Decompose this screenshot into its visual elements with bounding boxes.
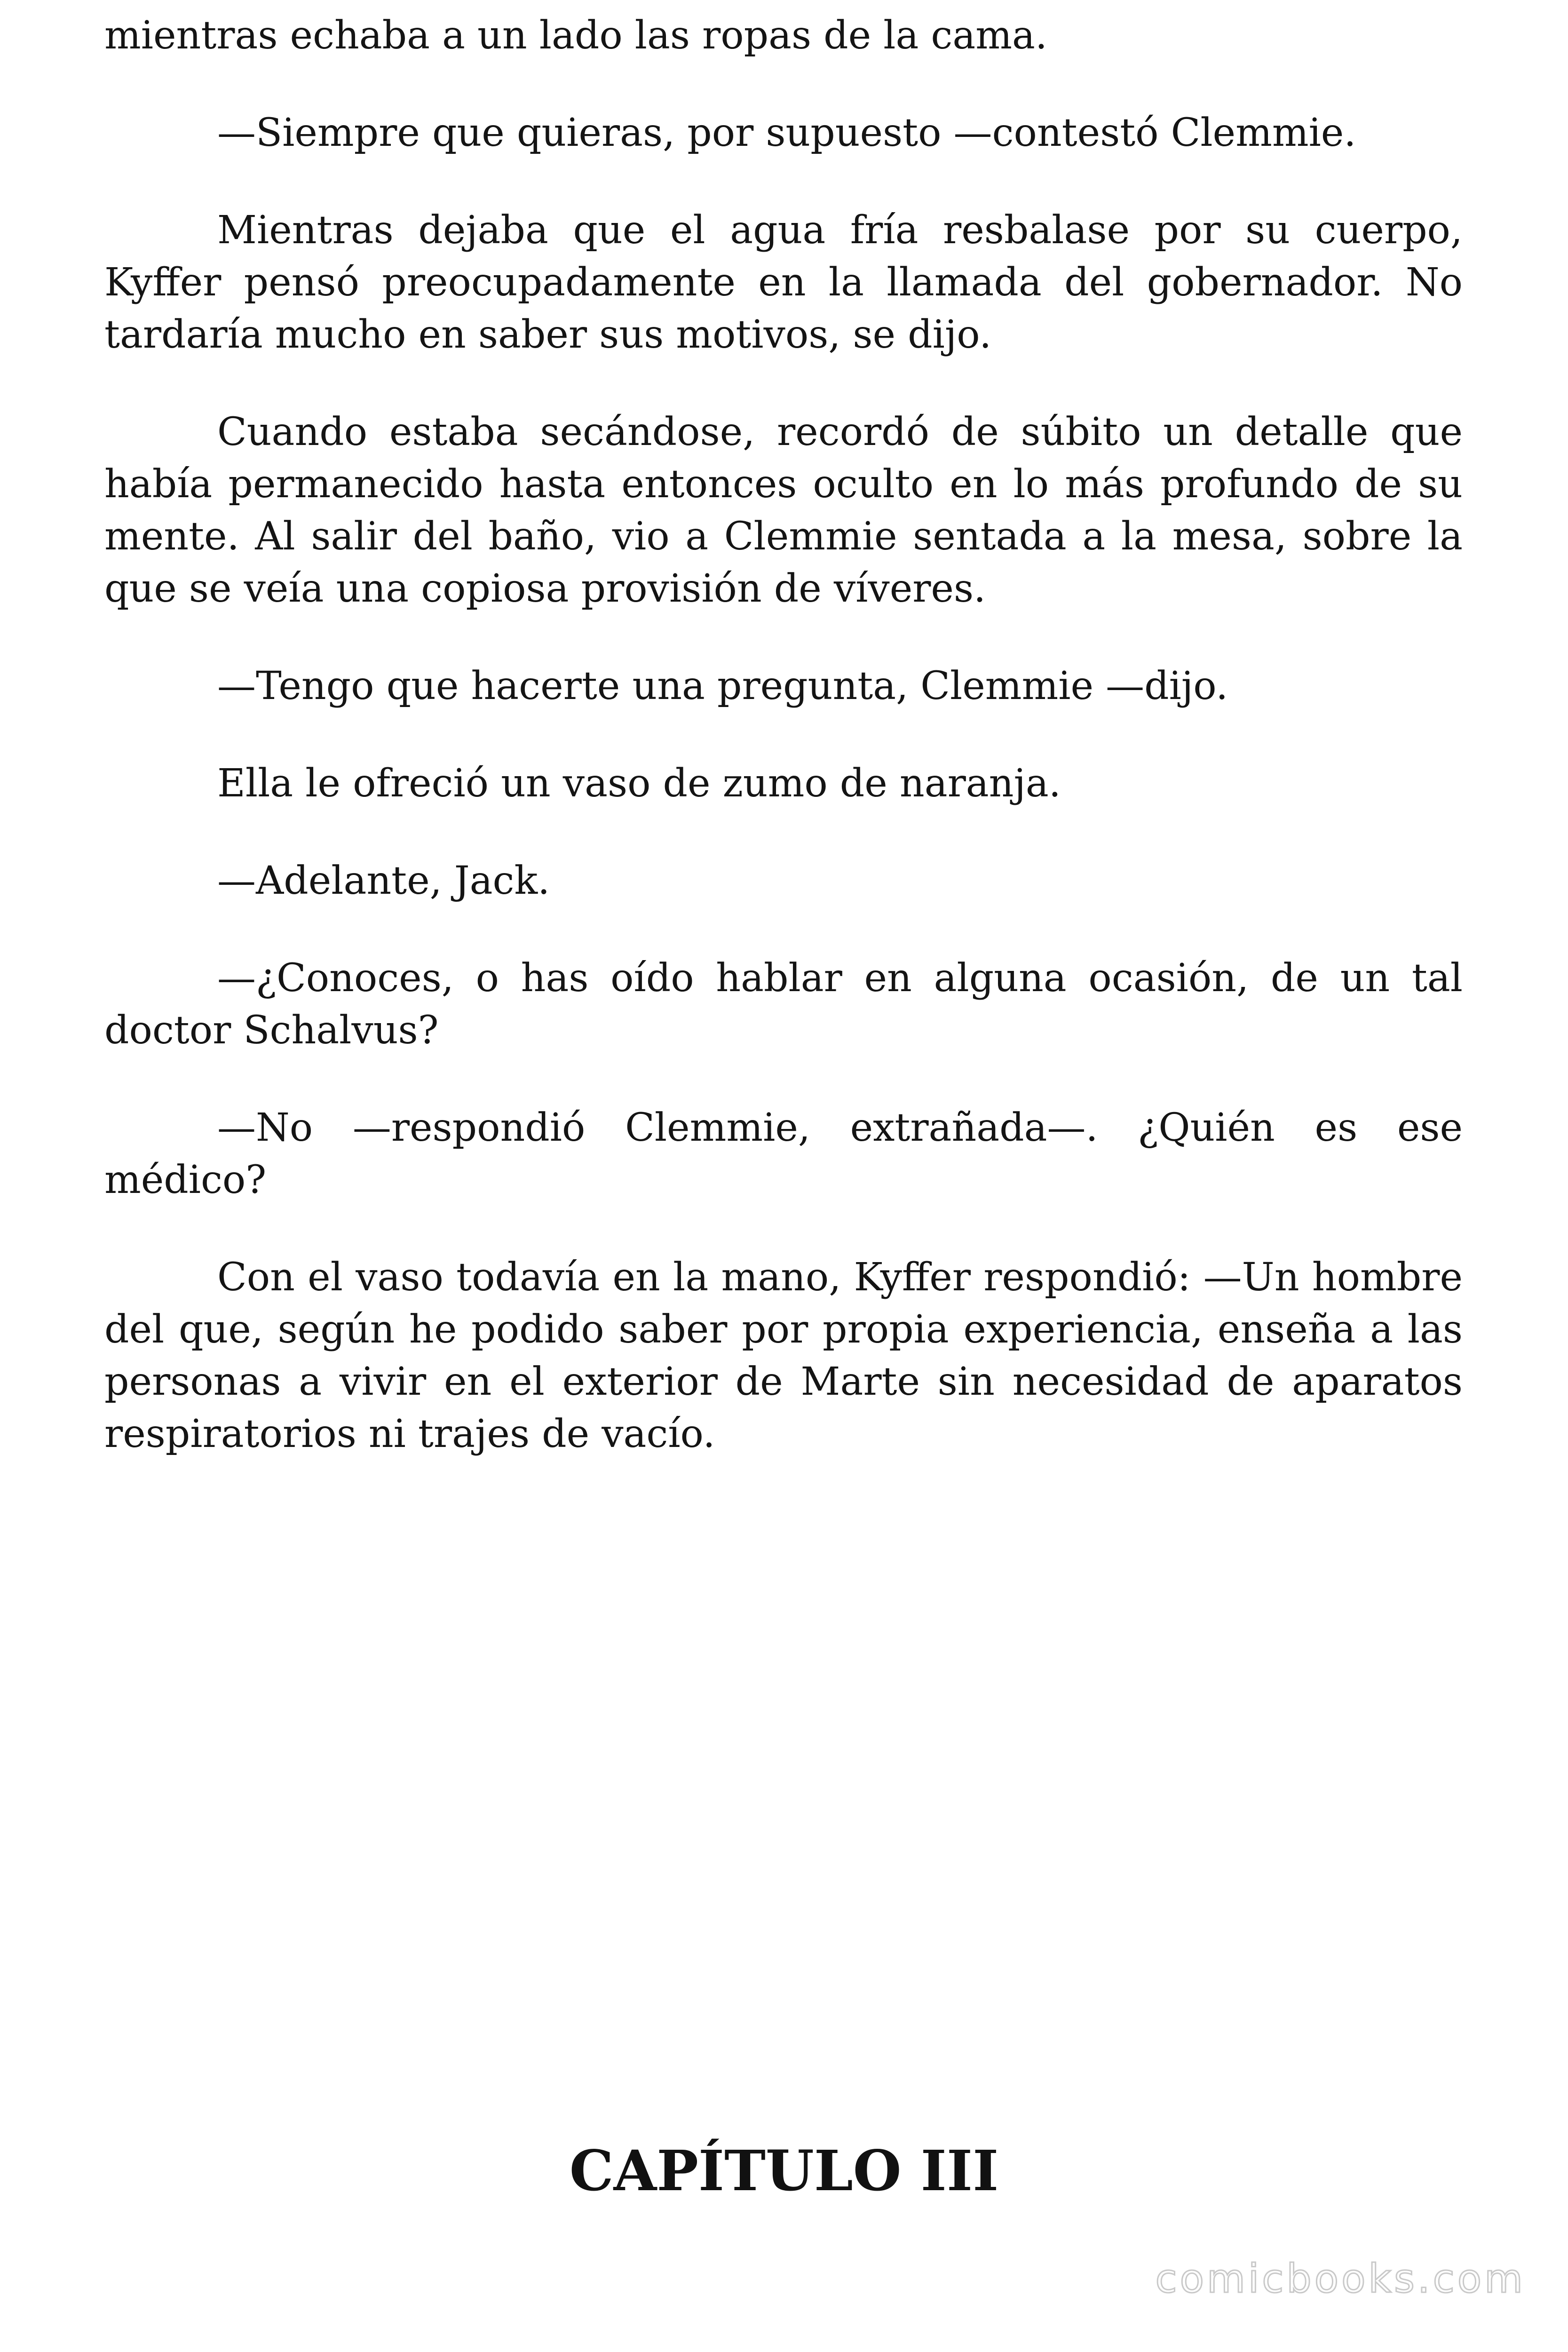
watermark: comicbooks.com: [1155, 2256, 1526, 2302]
paragraph-7: —Adelante, Jack.: [217, 858, 550, 903]
paragraph-10: Con el vaso todavía en la mano, Kyffer respondió: —Un hombre del que, según he podido saber por propia experiencia, enseña a las personas a vivir en el exterior de Marte sin necesidad de aparatos respiratorios ni trajes de vacío.: [104, 1255, 1463, 1456]
paragraph-9: —No —respondió Clemmie, extrañada—. ¿Quién es ese médico?: [104, 1105, 1463, 1202]
paragraph-3: Mientras dejaba que el agua fría resbalase por su cuerpo, Kyffer pensó preocupadamente en la llamada del gobernador. No tardaría mucho en saber sus motivos, se dijo.: [104, 208, 1463, 357]
paragraph-1: mientras echaba a un lado las ropas de la cama.: [104, 13, 1047, 58]
chapter-title: CAPÍTULO III: [569, 2138, 999, 2203]
paragraph-4: Cuando estaba secándose, recordó de súbito un detalle que había permanecido hasta entonces oculto en lo más profundo de su mente. Al salir del baño, vio a Clemmie sentada a la mesa, sobre la que se veía una copiosa provisión de víveres.: [104, 410, 1463, 611]
paragraph-8: —¿Conoces, o has oído hablar en alguna ocasión, de un tal doctor Schalvus?: [104, 956, 1463, 1053]
paragraph-2: —Siempre que quieras, por supuesto —contestó Clemmie.: [217, 111, 1356, 155]
paragraph-5: —Tengo que hacerte una pregunta, Clemmie —dijo.: [217, 664, 1228, 708]
paragraph-6: Ella le ofreció un vaso de zumo de naranja.: [217, 761, 1061, 806]
page-body: [104, 9, 1463, 1505]
